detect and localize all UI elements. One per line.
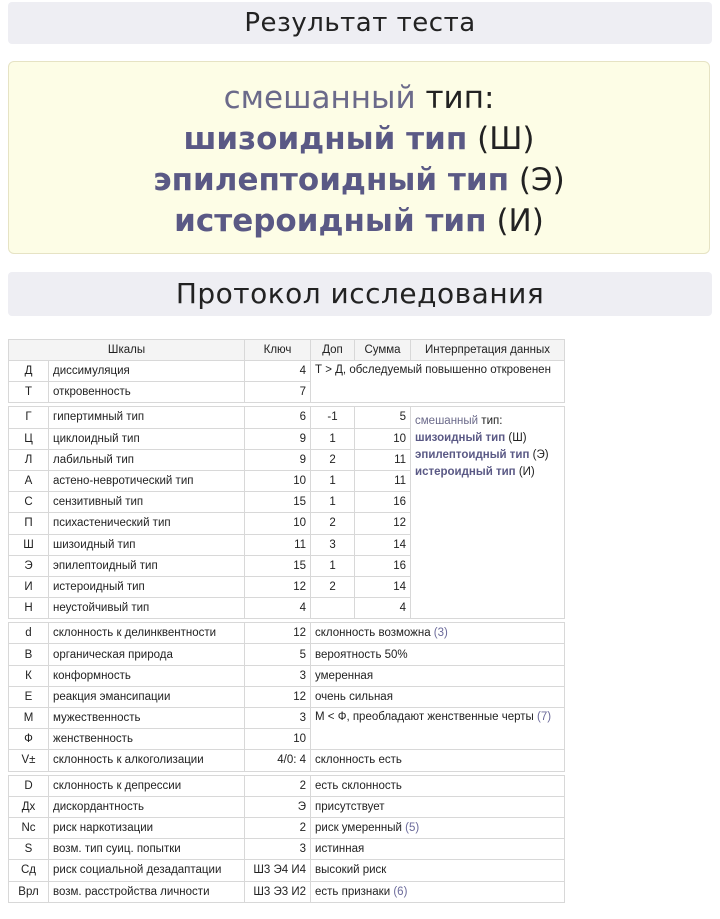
table-row: Nc риск наркотизации 2 риск умеренный (5)	[9, 817, 565, 838]
result-box	[8, 61, 710, 254]
table-row: Г гипертимный тип 6 -1 5 смешанный тип: шизоидный тип (Ш) эпилептоидный тип (Э) истероидный тип (И)	[9, 407, 565, 428]
table-row: Н неустойчивый тип 4 4	[9, 598, 565, 619]
protocol-table	[8, 339, 565, 903]
table-row: Ф женственность 10	[9, 729, 565, 750]
table-row: Д диссимуляция 4 Т > Д, обследуемый повышенно откровенен	[9, 361, 565, 382]
table-row: И истероидный тип 12 2 14	[9, 576, 565, 597]
table-row: К конформность 3 умеренная	[9, 665, 565, 686]
table-row: Е реакция эмансипации 12 очень сильная	[9, 686, 565, 707]
table-header-row	[9, 340, 565, 361]
table-row: Ш шизоидный тип 11 3 14	[9, 534, 565, 555]
header-dop: Доп	[311, 340, 355, 361]
table-row: В органическая природа 5 вероятность 50%	[9, 644, 565, 665]
table-row: С сензитивный тип 15 1 16	[9, 492, 565, 513]
table-row: Сд риск социальной дезадаптации Ш3 Э4 И4 высокий риск	[9, 860, 565, 881]
table-row: Врл возм. расстройства личности Ш3 Э3 И2 есть признаки (6)	[9, 881, 565, 902]
result-header: Результат теста	[8, 2, 712, 44]
interp-cell: Т > Д, обследуемый повышенно откровенен	[311, 361, 565, 403]
protocol-header: Протокол исследования	[8, 272, 712, 316]
header-sum: Сумма	[355, 340, 411, 361]
result-mixed-word: смешанный	[223, 80, 416, 116]
result-type-line: эпилептоидный тип (Э)	[153, 162, 565, 198]
table-row: Л лабильный тип 9 2 11	[9, 449, 565, 470]
table-row: d склонность к делинквентности 12 склонность возможна (3)	[9, 623, 565, 644]
header-interp: Интерпретация данных	[411, 340, 565, 361]
table-row: S возм. тип суиц. попытки 3 истинная	[9, 839, 565, 860]
table-row: П психастенический тип 10 2 12	[9, 513, 565, 534]
table-row: Ц циклоидный тип 9 1 10	[9, 428, 565, 449]
table-row: Дх дискордантность Э присутствует	[9, 796, 565, 817]
result-type-line: истероидный тип (И)	[174, 203, 544, 239]
result-mixed-line	[9, 78, 709, 119]
header-scales: Шкалы	[9, 340, 245, 361]
type-interp-cell: смешанный тип: шизоидный тип (Ш) эпилептоидный тип (Э) истероидный тип (И)	[411, 407, 565, 619]
table-row: Т откровенность 7	[9, 382, 565, 403]
table-row: Э эпилептоидный тип 15 1 16	[9, 555, 565, 576]
header-key: Ключ	[245, 340, 311, 361]
result-type-word: тип:	[425, 80, 495, 116]
table-row: V± склонность к алкоголизации 4/0: 4 склонность есть	[9, 750, 565, 771]
table-row: D склонность к депрессии 2 есть склонность	[9, 775, 565, 796]
table-row: А астено-невротический тип 10 1 11	[9, 470, 565, 491]
result-type-line: шизоидный тип (Ш)	[183, 121, 535, 157]
table-row: М мужественность 3 М < Ф, преобладают женственные черты (7)	[9, 708, 565, 729]
